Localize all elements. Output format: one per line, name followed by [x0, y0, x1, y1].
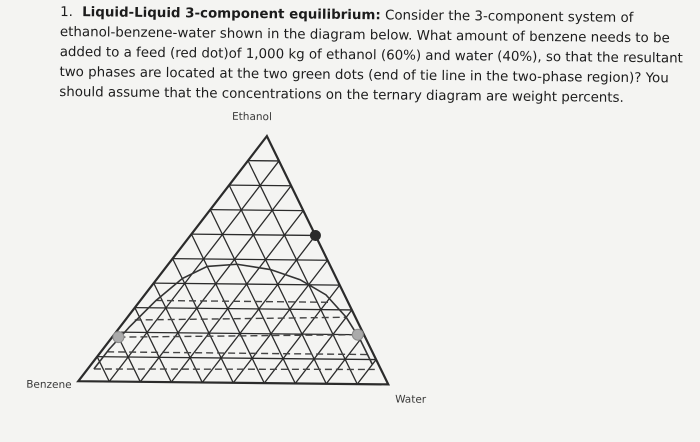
- feed-point-dot: [310, 230, 321, 241]
- grid-line-water: [357, 359, 376, 384]
- grid-line-benzene: [171, 259, 234, 383]
- phase-point-dot: [352, 329, 363, 340]
- question-title: Liquid-Liquid 3-component equilibrium:: [82, 5, 381, 23]
- phase-point-dot: [113, 332, 124, 343]
- tie-line: [156, 300, 333, 302]
- grid-line-ethanol: [210, 210, 303, 211]
- grid-line-ethanol: [135, 308, 352, 310]
- water-label: Water: [395, 393, 426, 405]
- tie-line: [94, 367, 375, 372]
- grid-line-benzene: [246, 161, 360, 384]
- grid-line-ethanol: [97, 357, 376, 360]
- grid-line-ethanol: [191, 234, 315, 235]
- grid-line-water: [109, 159, 279, 383]
- binodal-curve: [94, 263, 373, 372]
- grid-line-benzene: [134, 308, 172, 382]
- tie-line: [107, 352, 367, 355]
- benzene-label: Benzene: [26, 379, 72, 391]
- grid-line-water: [295, 309, 352, 384]
- ternary-grid: [97, 159, 378, 384]
- ethanol-label: Ethanol: [232, 111, 272, 123]
- grid-line-ethanol: [229, 185, 291, 186]
- grid-line-water: [233, 259, 327, 383]
- grid-line-ethanol: [173, 259, 328, 261]
- question-number: 1.: [60, 3, 82, 23]
- question-body: Consider the 3-component system of ethanol-benzene-water shown in the diagram below. What amount of benzene needs to be added to a feed (red dot)of 1,000 kg of ethanol (60%) and water (40%), so that the resultant two phases are located at the two green dots (end of tie line in the two-phase region)? You should assume that the concentrations on the ternary diagram are weight percents.: [59, 8, 683, 106]
